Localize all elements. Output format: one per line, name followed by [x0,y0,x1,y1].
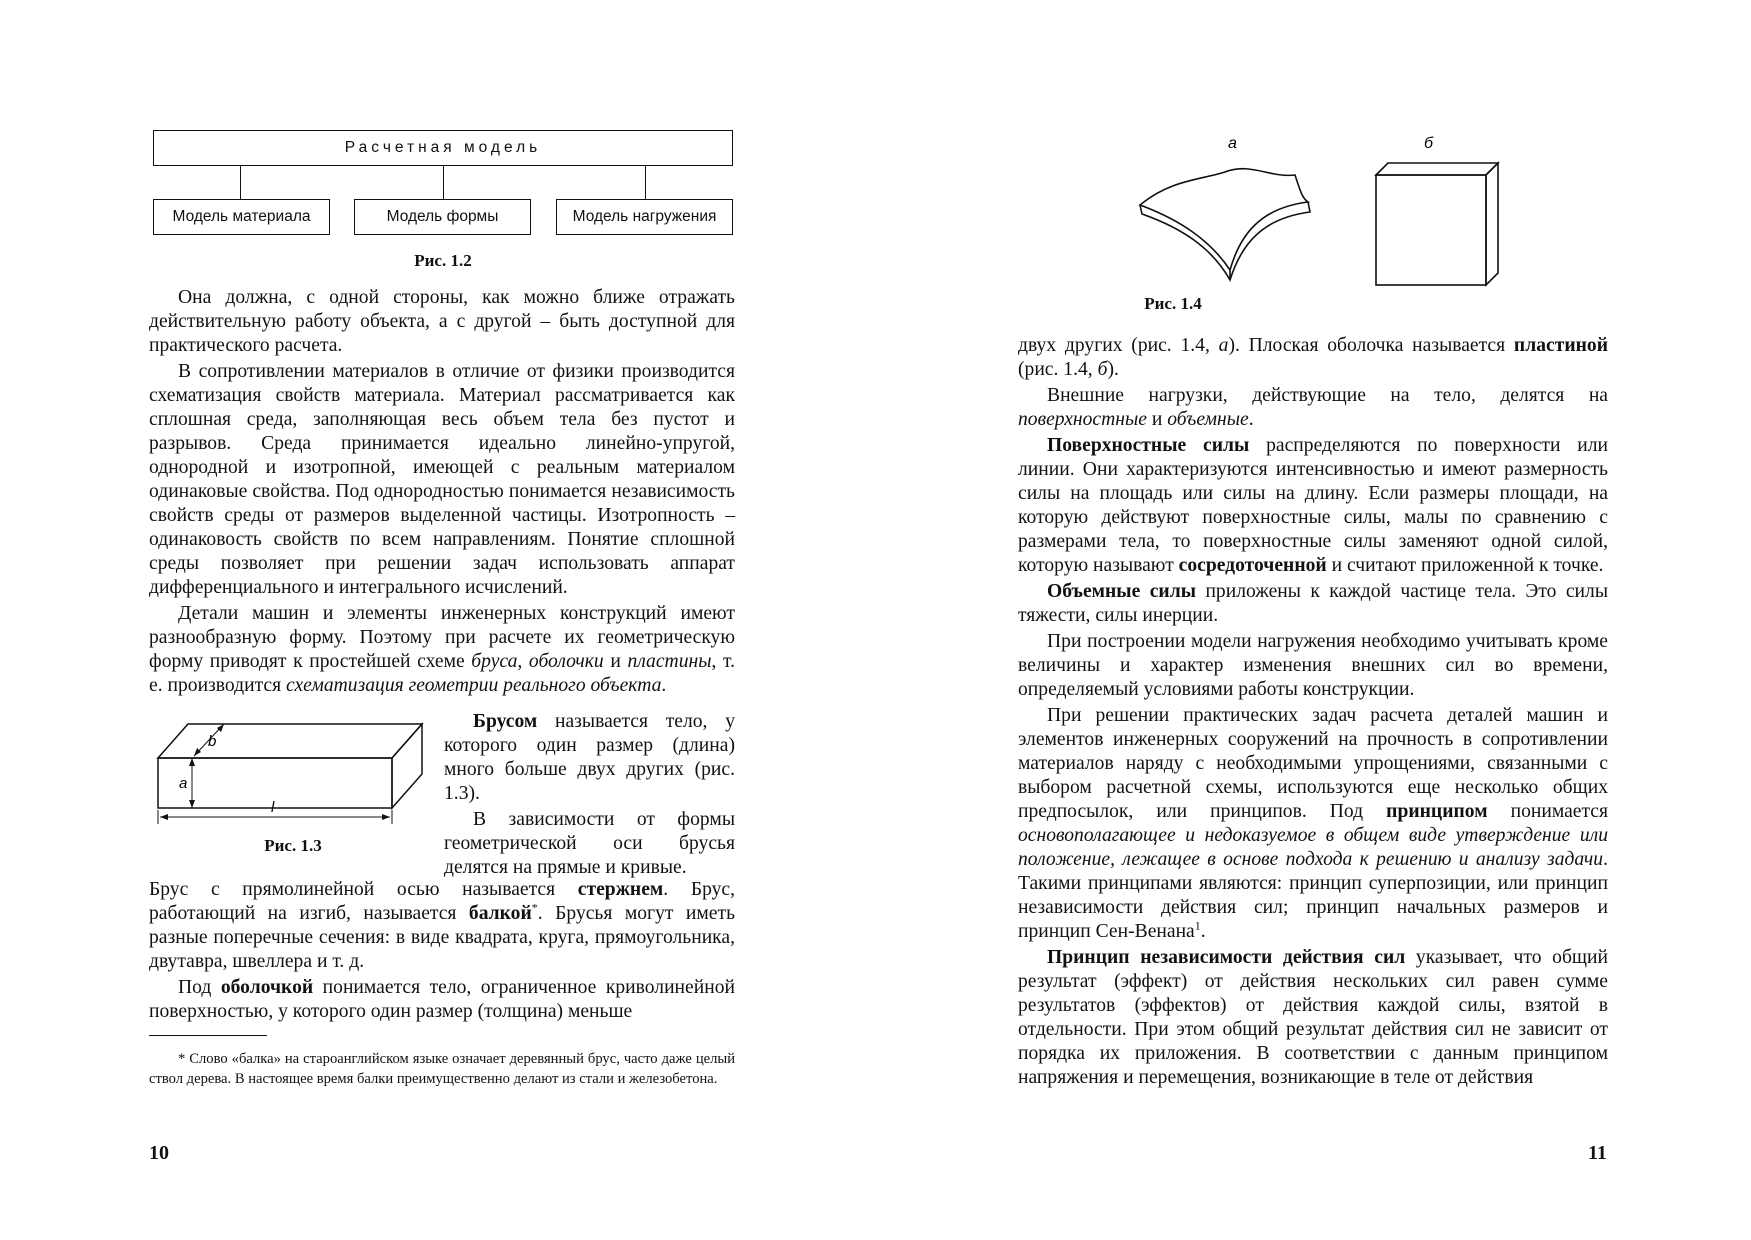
paragraph: Под оболочкой понимается тело, ограниченное криволинейной поверхностью, у которого один размер (толщина) меньше [149,977,735,1022]
fig13-caption: Рис. 1.3 [264,836,322,855]
paragraph: Брус с прямолинейной осью называется стержнем. Брус, работающий на изгиб, называется балкой*. Брусья могут иметь разные поперечные сечения: в виде квадрата, круга, прямоугольника, двутавра, швеллера и т. д. [149,879,736,972]
connector-line [240,166,241,199]
page-number-right: 11 [1588,1142,1607,1164]
paragraph: Поверхностные силы распределяются по поверхности или линии. Они характеризуются интенсивностью и имеют размерность силы на площадь или силы на длину. Если размеры площади, на которую действуют поверхностные силы, малы по сравнению с размерами тела, то поверхностные силы заменяют одной силой, которую называют сосредоточенной и считают приложенной к точке. [1018,435,1609,576]
plate-figure [1354,130,1514,290]
plate-front [1376,175,1486,285]
paragraph: При решении практических задач расчета деталей машин и элементов инженерных сооружений на прочность в сопротивлении материалов наряду с необходимыми упрощениями, связанными с выбором расчетной схемы, используются еще несколько общих предпосылок, или принципов. Под принципом понимается основополагающее и недоказуемое в общем виде утверждение или положение, лежащее в основе подхода к решению и анализу задачи. Такими принципами являются: принцип суперпозиции, или принцип независимости действия сил; принцип начальных размеров и принцип Сен-Венана$^1$. [1018,705,1609,942]
paragraph: Брусом называется тело, у которого один размер (длина) много больше двух других (рис. 1.3). [444,711,735,804]
left-text-top [149,286,735,698]
fig12-caption: Рис. 1.2 [414,251,472,270]
fig14-caption: Рис. 1.4 [1144,294,1202,313]
right-page [880,0,1751,1240]
brus-text [444,710,735,880]
diagram-child-form: Модель формы [354,199,531,235]
paragraph: Детали машин и элементы инженерных конструкций имеют разнообразную форму. Поэтому при расчете их геометрическую форму приводят к простейшей схеме бруса, оболочки и пластины, т. е. производится схематизация геометрии реального объекта. [149,603,735,696]
diagram-child-load: Модель нагружения [556,199,733,235]
diagram-root-box: Расчетная модель [153,130,733,166]
label-a: a [179,775,188,792]
paragraph: Объемные силы приложены к каждой частице тела. Это силы тяжести, силы инерции. [1018,581,1608,626]
connector-line [645,166,646,199]
paragraph: Принцип независимости действия сил указывает, что общий результат (эффект) от действия нескольких сил равен сумме результатов (эффектов) от действия каждой силы, взятой в отдельности. При этом общий результат действия сил не зависит от порядка их приложения. В соответствии с данным принципом напряжения и перемещения, возникающие в теле от действия [1018,947,1608,1088]
plate-top [1376,163,1498,175]
left-page [0,0,870,1240]
label-b: б [1424,135,1433,152]
right-text [1018,334,1608,1090]
bar-figure [150,718,430,828]
footnote: * Слово «балка» на староанглийском языке означает деревянный брус, часто даже целый ствол дерева. В настоящее время балки преимущественно делают из стали и железобетона. [149,1051,735,1087]
paragraph: Она должна, с одной стороны, как можно ближе отражать действительную работу объекта, а с другой – быть доступной для практического расчета. [149,287,735,356]
paragraph: В сопротивлении материалов в отличие от физики производится схематизация свойств материала. Материал рассматривается как сплошная среда, заполняющая весь объем тела без пустот и разрывов. Среда принимается идеально линейно-упругой, однородной и изотропной, имеющей с реальным материалом одинаковые свойства. Под однородностью понимается независимость свойств среды от размеров выделенной частицы. Изотропность – одинаковость свойств по всем направлениям. Понятие сплошной среды позволяет при решении задач использовать аппарат дифференциального и интегрального исчислений. [149,361,735,598]
label-a: а [1228,135,1237,152]
label-l: l [271,799,275,816]
page-number-left: 10 [149,1142,169,1164]
shell-shape [1140,169,1310,280]
footnote-rule [149,1035,267,1036]
bar-side-face [392,724,422,808]
connector-line [443,166,444,199]
paragraph: При построении модели нагружения необходимо учитывать кроме величины и характер изменения внешних сил во времени, определяемый условиями работы конструкции. [1018,631,1608,700]
paragraph: Внешние нагрузки, действующие на тело, делятся на поверхностные и объемные. [1018,385,1608,430]
label-b: b [208,733,217,750]
plate-side [1486,163,1498,285]
shell-plate-figure [1130,130,1370,290]
left-text-bottom [149,878,735,1024]
paragraph: В зависимости от формы геометрической оси брусья делятся на прямые и кривые. [444,809,735,878]
paragraph: двух других (рис. 1.4, а). Плоская оболочка называется пластиной (рис. 1.4, б). [1018,335,1608,380]
diagram-child-material: Модель материала [153,199,330,235]
